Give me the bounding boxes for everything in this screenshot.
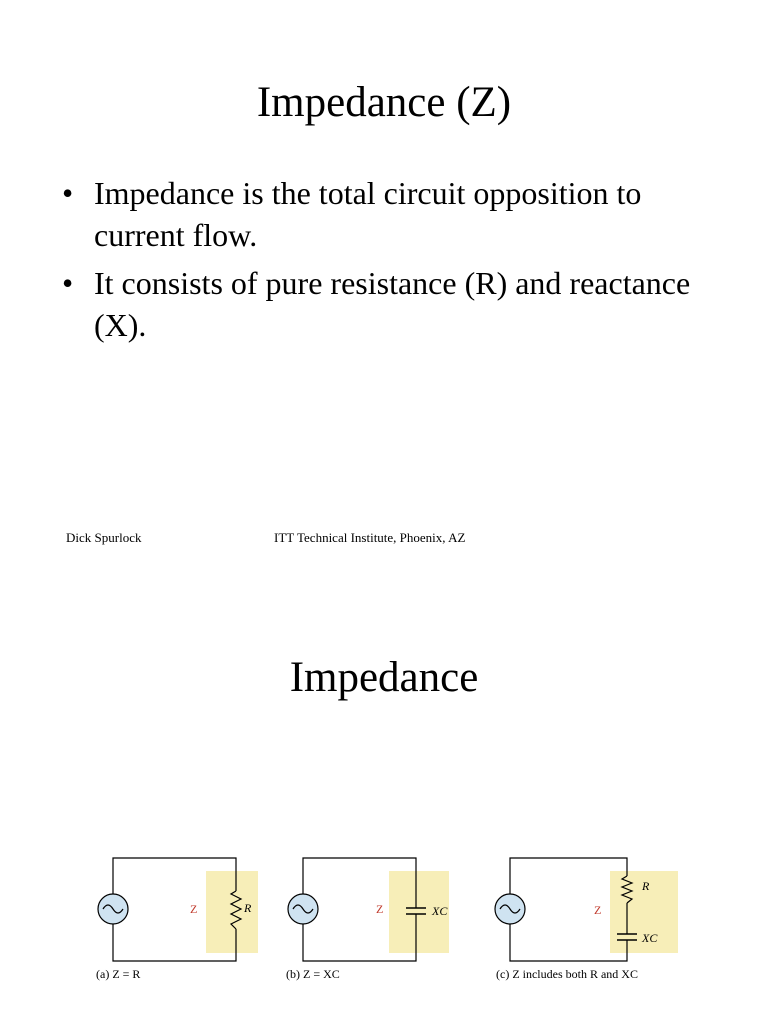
bullet-list [62,172,722,352]
capacitor-label: XC [642,931,658,945]
z-label: Z [376,902,384,916]
bullet-text: Impedance is the total circuit opposition to current flow. [94,175,642,253]
circuit-c [495,858,678,961]
z-label: Z [594,903,602,917]
figure-caption-a: (a) Z = R [96,967,141,981]
footer-author: Dick Spurlock [66,530,142,545]
wire [510,858,627,894]
bullet-marker: • [62,175,74,211]
resistor-label: R [642,879,650,893]
circuit-a [98,858,258,961]
bullet-marker: • [62,265,74,301]
slide-title: Impedance (Z) [256,79,512,126]
bullet-text: It consists of pure resistance (R) and reactance (X). [94,265,691,343]
slide-title: Impedance [289,654,479,701]
bullet-item [62,172,722,256]
bullet-item [62,262,722,346]
resistor-label: R [244,901,252,915]
footer-institute: ITT Technical Institute, Phoenix, AZ [274,530,466,545]
capacitor-label: XC [432,904,448,918]
figure-caption-c: (c) Z includes both R and XC [496,967,638,981]
wire [510,924,627,961]
z-label: Z [190,902,198,916]
circuit-b [288,858,449,961]
figure-caption-b: (b) Z = XC [286,967,340,981]
